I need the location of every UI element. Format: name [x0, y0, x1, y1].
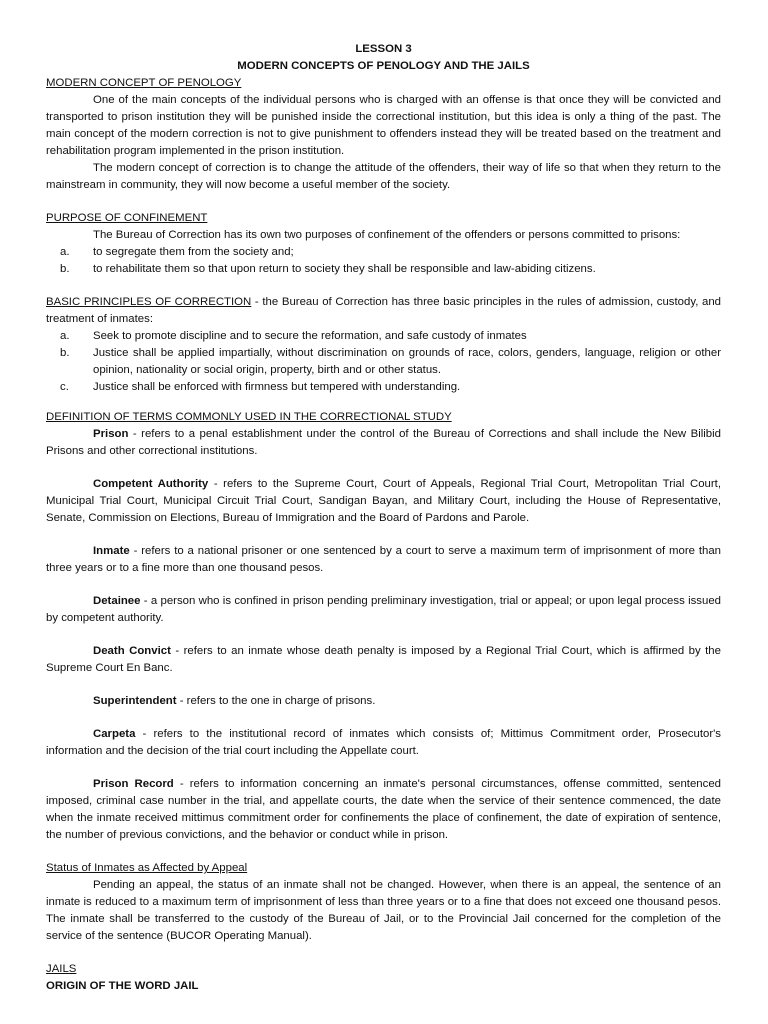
list-item	[46, 345, 721, 379]
section-heading-modern-concept: MODERN CONCEPT OF PENOLOGY	[46, 77, 242, 89]
term: Death Convict	[93, 645, 171, 657]
term: Inmate	[93, 545, 130, 557]
term-definition: - refers to an inmate whose death penalty is imposed by a Regional Trial Court, which is affirmed by the Supreme Court En Banc.	[46, 645, 721, 674]
term-definition: - refers to the Supreme Court, Court of Appeals, Regional Trial Court, Metropolitan Trial Court, Municipal Trial Court, Municipal Circuit Trial Court, Sandigan Bayan, and Military Court, including the House of Representative, Senate, Commission on Elections, Bureau of Immigration and the Board of Pardons and Parole.	[46, 478, 721, 524]
term: Superintendent	[93, 695, 177, 707]
term-definition: - refers to the one in charge of prisons.	[176, 695, 376, 707]
list-item	[46, 379, 721, 396]
term: Prison Record	[93, 778, 174, 790]
list-marker: b.	[60, 347, 70, 359]
term-definition: - a person who is confined in prison pending preliminary investigation, trial or appeal; or upon legal process issued by competent authority.	[46, 595, 721, 624]
term: Carpeta	[93, 728, 136, 740]
definition-superintendent	[46, 693, 721, 710]
term-definition: - refers to a national prisoner or one sentenced by a court to serve a maximum term of imprisonment of more than three years or to a fine more than one thousand pesos.	[46, 545, 721, 574]
subheading-origin-of-jail: ORIGIN OF THE WORD JAIL	[46, 980, 199, 992]
paragraph: The Bureau of Correction has its own two purposes of confinement of the offenders or persons committed to prisons:	[93, 229, 681, 241]
paragraph: Pending an appeal, the status of an inmate shall not be changed. However, when there is an appeal, the sentence of an inmate is reduced to a maximum term of imprisonment of less than three years or to a fine that does not exceed one thousand pesos. The inmate shall be transferred to the custody of the Bureau of Jail, or to the Provincial Jail concerned for the completion of the service of the sentence (BUCOR Operating Manual).	[46, 879, 721, 942]
definition-inmate	[46, 543, 721, 577]
list-item	[46, 261, 721, 278]
paragraph: One of the main concepts of the individual persons who is charged with an offense is that once they will be convicted and transported to prison institution they will be punished inside the correctional institution, but this idea is only a thing of the past. The main concept of the modern correction is not to give punishment to offenders instead they will be treated based on the treatment and rehabilitation program implemented in the prison institution.	[46, 94, 721, 157]
list-item	[46, 328, 721, 345]
list-marker: c.	[60, 381, 69, 393]
section-intro: - the Bureau of Correction has three basic principles in the rules of admission, custody, and treatment of inmates:	[46, 296, 722, 325]
section-heading-purpose: PURPOSE OF CONFINEMENT	[46, 212, 208, 224]
list-marker: b.	[60, 263, 70, 275]
paragraph: The modern concept of correction is to change the attitude of the offenders, their way of life so that when they return to the mainstream in community, they will now become a useful member of the society.	[46, 162, 721, 191]
principles-list	[46, 328, 721, 396]
list-item-text: Justice shall be enforced with firmness but tempered with understanding.	[93, 381, 461, 393]
section-heading-jails: JAILS	[46, 963, 77, 975]
definition-death-convict	[46, 643, 721, 677]
term-definition: - refers to a penal establishment under the control of the Bureau of Corrections and shall include the New Bilibid Prisons and other correctional institutions.	[46, 428, 721, 457]
definition-detainee	[46, 593, 721, 627]
definition-competent-authority	[46, 476, 721, 527]
list-marker: a.	[60, 246, 70, 258]
term: Competent Authority	[93, 478, 209, 490]
list-item-text: Seek to promote discipline and to secure the reformation, and safe custody of inmates	[93, 330, 527, 342]
lesson-number: LESSON 3	[355, 43, 412, 55]
term: Detainee	[93, 595, 141, 607]
term: Prison	[93, 428, 129, 440]
document-title: MODERN CONCEPTS OF PENOLOGY AND THE JAILS	[237, 60, 530, 72]
list-item	[46, 244, 721, 261]
list-item-text: to rehabilitate them so that upon return to society they shall be responsible and law-abiding citizens.	[93, 263, 596, 275]
term-definition: - refers to information concerning an inmate's personal circumstances, offense committed, sentenced imposed, criminal case number in the trial, and appellate courts, the date when the service of their sentence commenced, the date when the inmate received mittimus commitment order for confinements the place of confinement, the date of expiration of sentence, the number of previous convictions, and the behavior or conduct while in prison.	[46, 778, 722, 841]
term-definition: - refers to the institutional record of inmates which consists of; Mittimus Commitment order, Prosecutor's information and the decision of the trial court including the Appellate court.	[46, 728, 721, 757]
definition-carpeta	[46, 726, 721, 760]
paragraph	[46, 294, 721, 328]
list-marker: a.	[60, 330, 70, 342]
section-heading-basic-principles: BASIC PRINCIPLES OF CORRECTION	[46, 296, 252, 308]
definition-prison-record	[46, 776, 721, 844]
list-item-text: to segregate them from the society and;	[93, 246, 294, 258]
list-item-text: Justice shall be applied impartially, without discrimination on grounds of race, colors, genders, language, religion or other opinion, nationality or social origin, property, birth and or other status.	[93, 347, 721, 376]
section-heading-definitions: DEFINITION OF TERMS COMMONLY USED IN THE CORRECTIONAL STUDY	[46, 411, 452, 423]
document-page	[46, 41, 721, 995]
section-heading-status-of-inmates: Status of Inmates as Affected by Appeal	[46, 862, 248, 874]
definition-prison	[46, 426, 721, 460]
purpose-list	[46, 244, 721, 278]
